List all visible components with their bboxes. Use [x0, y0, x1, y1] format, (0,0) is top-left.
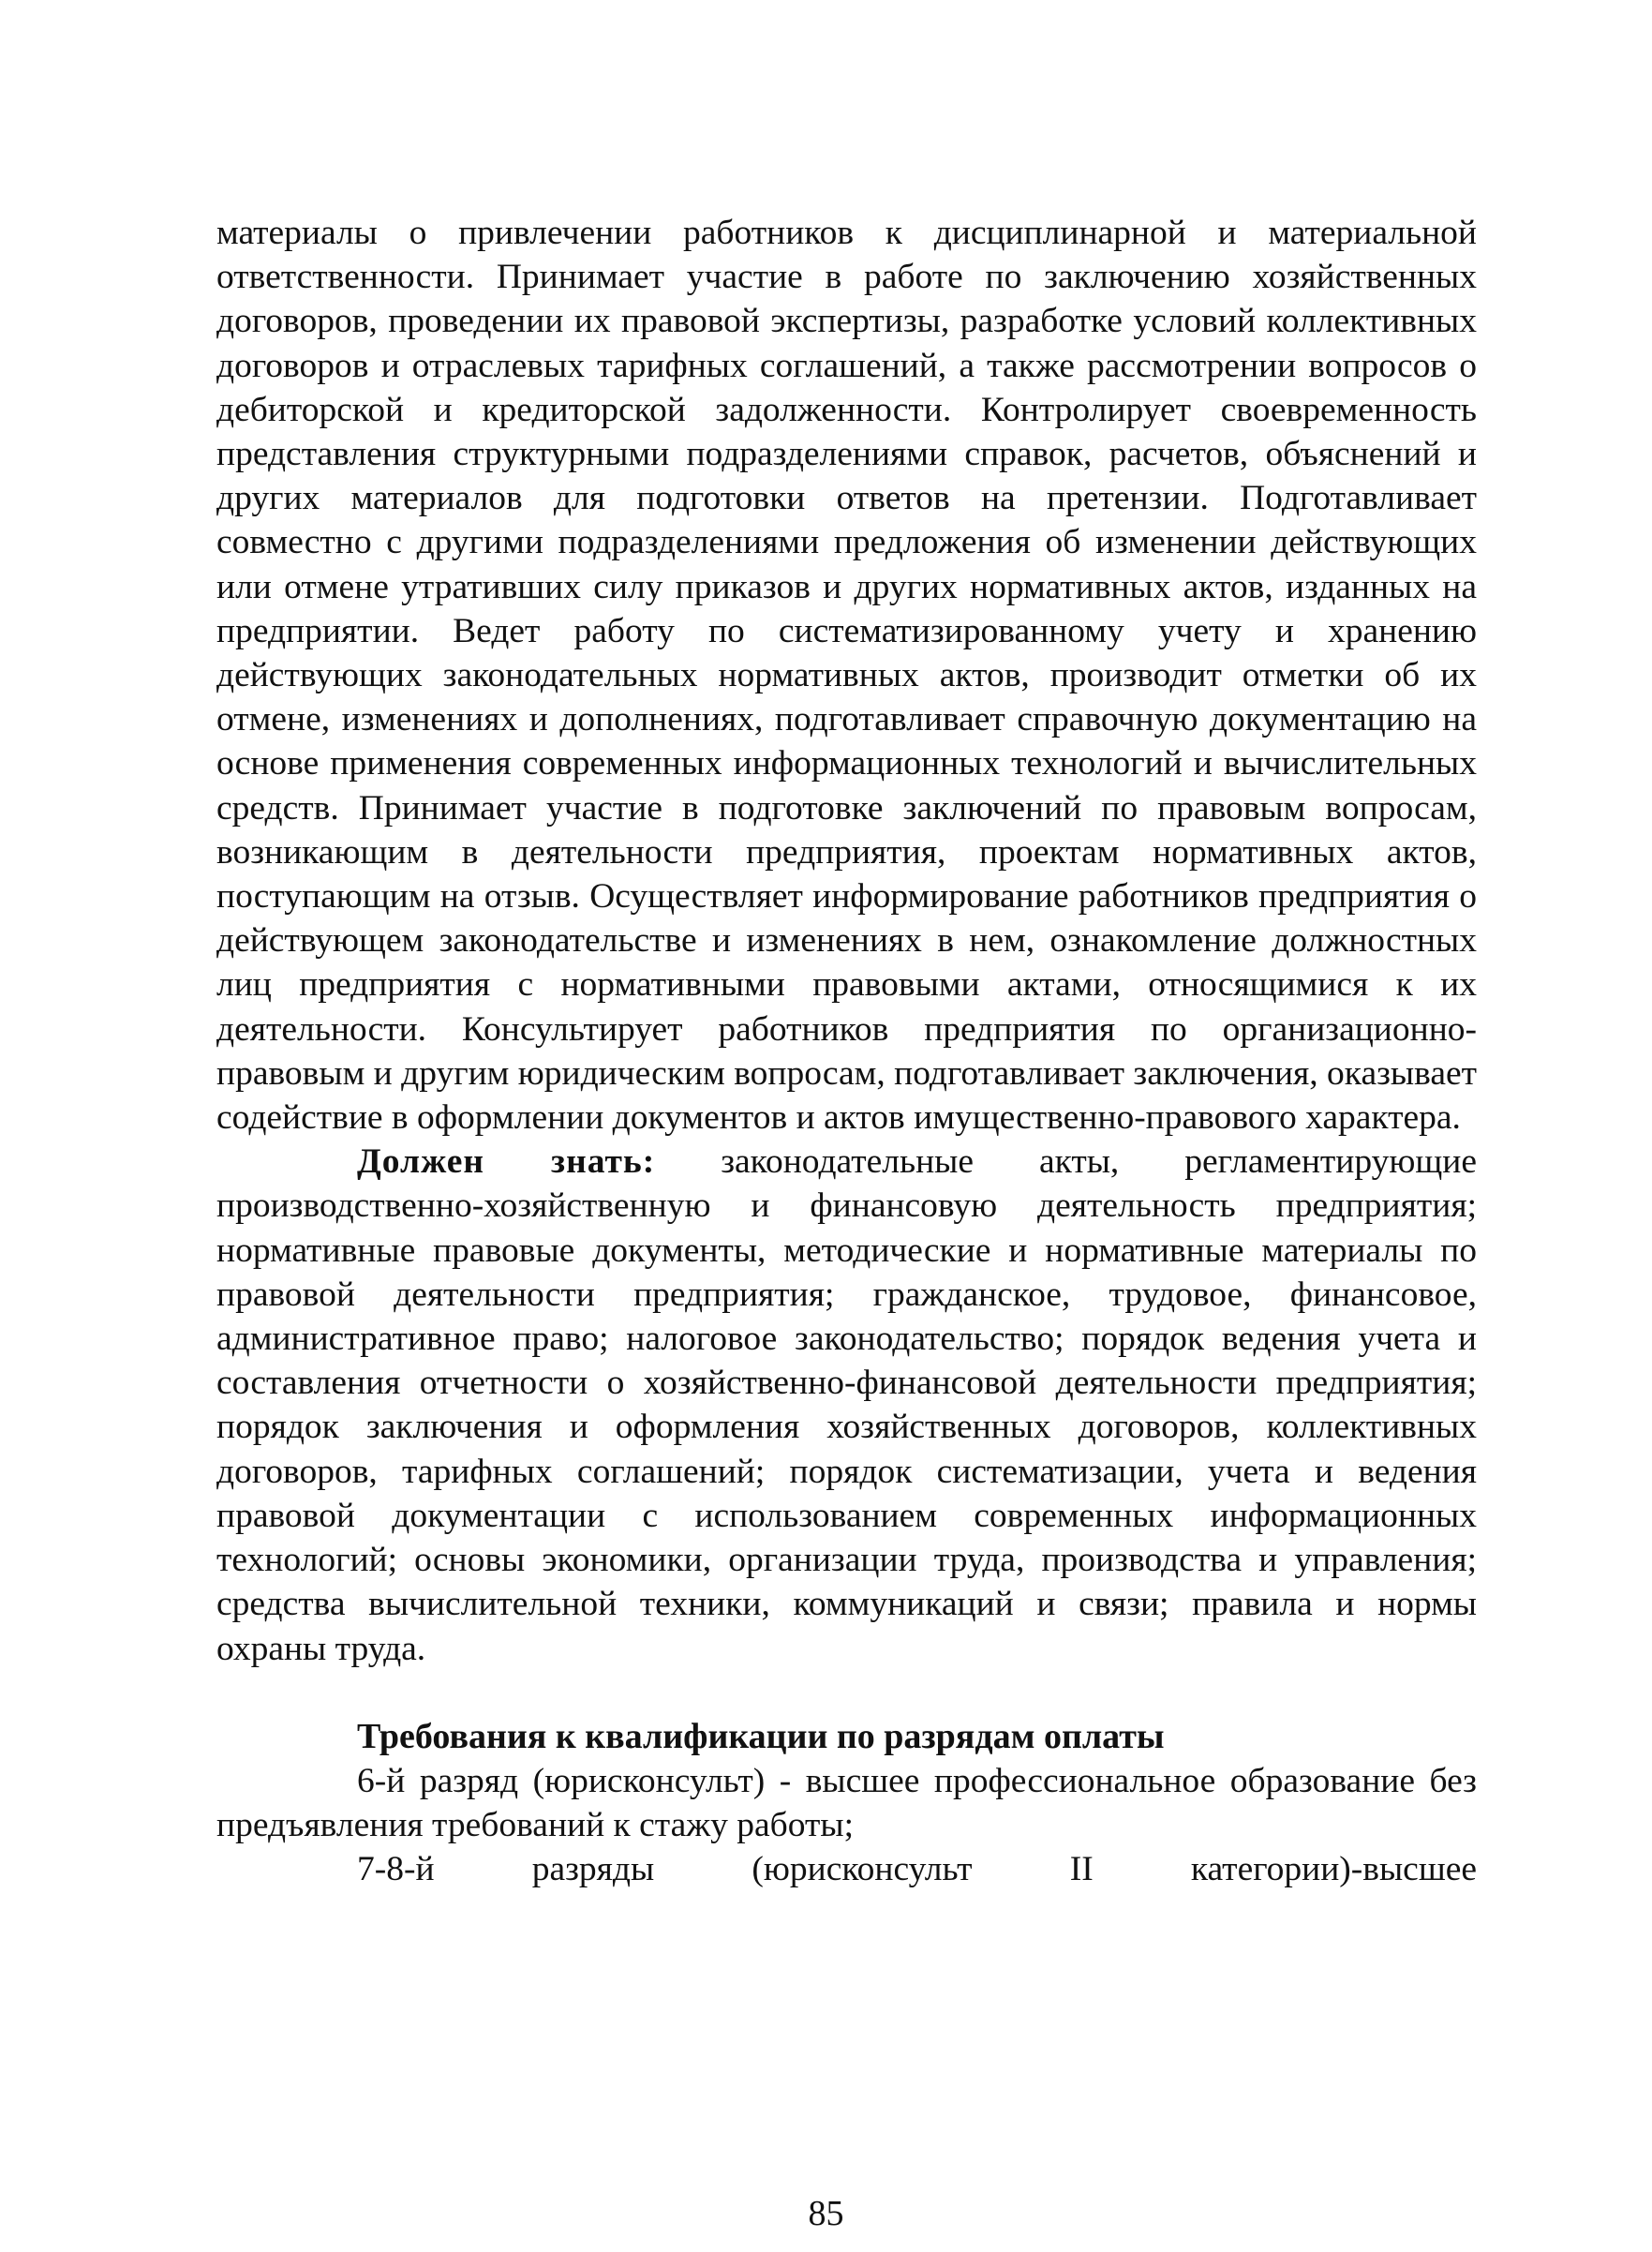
- section-heading: Требования к квалификации по разрядам оплаты: [357, 1716, 1165, 1756]
- page-number: 85: [808, 2194, 844, 2233]
- grade-item-7-8: 7-8-й разряды (юрисконсульт II категории)-высшее: [357, 1850, 1477, 1889]
- paragraph-knowledge: [216, 1140, 1477, 1670]
- lead-must-know: Должен знать:: [357, 1142, 656, 1182]
- grade-item-6: 6-й разряд (юрисконсульт) - высшее профессиональное образование без предъявления требований к стажу работы;: [216, 1761, 1477, 1845]
- body-text: [216, 211, 1477, 1892]
- paragraph-duties: материалы о привлечении работников к дисциплинарной и материальной ответственности. Принимает участие в работе по заключению хозяйственных договоров, проведении их правовой экспертизы, разработке условий коллективных договоров и отраслевых тарифных соглашений, а также рассмотрении вопросов о дебиторской и кредиторской задолженности. Контролирует своевременность представления структурными подразделениями справок, расчетов, объяснений и других материалов для подготовки ответов на претензии. Подготавливает совместно с другими подразделениями предложения об изменении действующих или отмене утративших силу приказов и других нормативных актов, изданных на предприятии. Ведет работу по систематизированному учету и хранению действующих законодательных нормативных актов, производит отметки об их отмене, изменениях и дополнениях, подготавливает справочную документацию на основе применения современных информационных технологий и вычислительных средств. Принимает участие в подготовке заключений по правовым вопросам, возникающим в деятельности предприятия, проектам нормативных актов, поступающим на отзыв. Осуществляет информирование работников предприятия о действующем законодательстве и изменениях в нем, ознакомление должностных лиц предприятия с нормативными правовыми актами, относящимися к их деятельности. Консультирует работников предприятия по организационно-правовым и другим юридическим вопросам, подготавливает заключения, оказывает содействие в оформлении документов и актов имущественно-правового характера.: [216, 214, 1477, 1138]
- knowledge-text: законодательные акты, регламентирующие производственно-хозяйственную и финансовую деятельность предприятия; нормативные правовые документы, методические и нормативные материалы по правовой деятельности предприятия; гражданское, трудовое, финансовое, административное право; налоговое законодательство; порядок ведения учета и составления отчетности о хозяйственно-финансовой деятельности предприятия; порядок заключения и оформления хозяйственных договоров, коллективных договоров, тарифных соглашений; порядок систематизации, учета и ведения правовой документации с использованием современных информационных технологий; основы экономики, организации труда, производства и управления; средства вычислительной техники, коммуникаций и связи; правила и нормы охраны труда.: [216, 1142, 1477, 1668]
